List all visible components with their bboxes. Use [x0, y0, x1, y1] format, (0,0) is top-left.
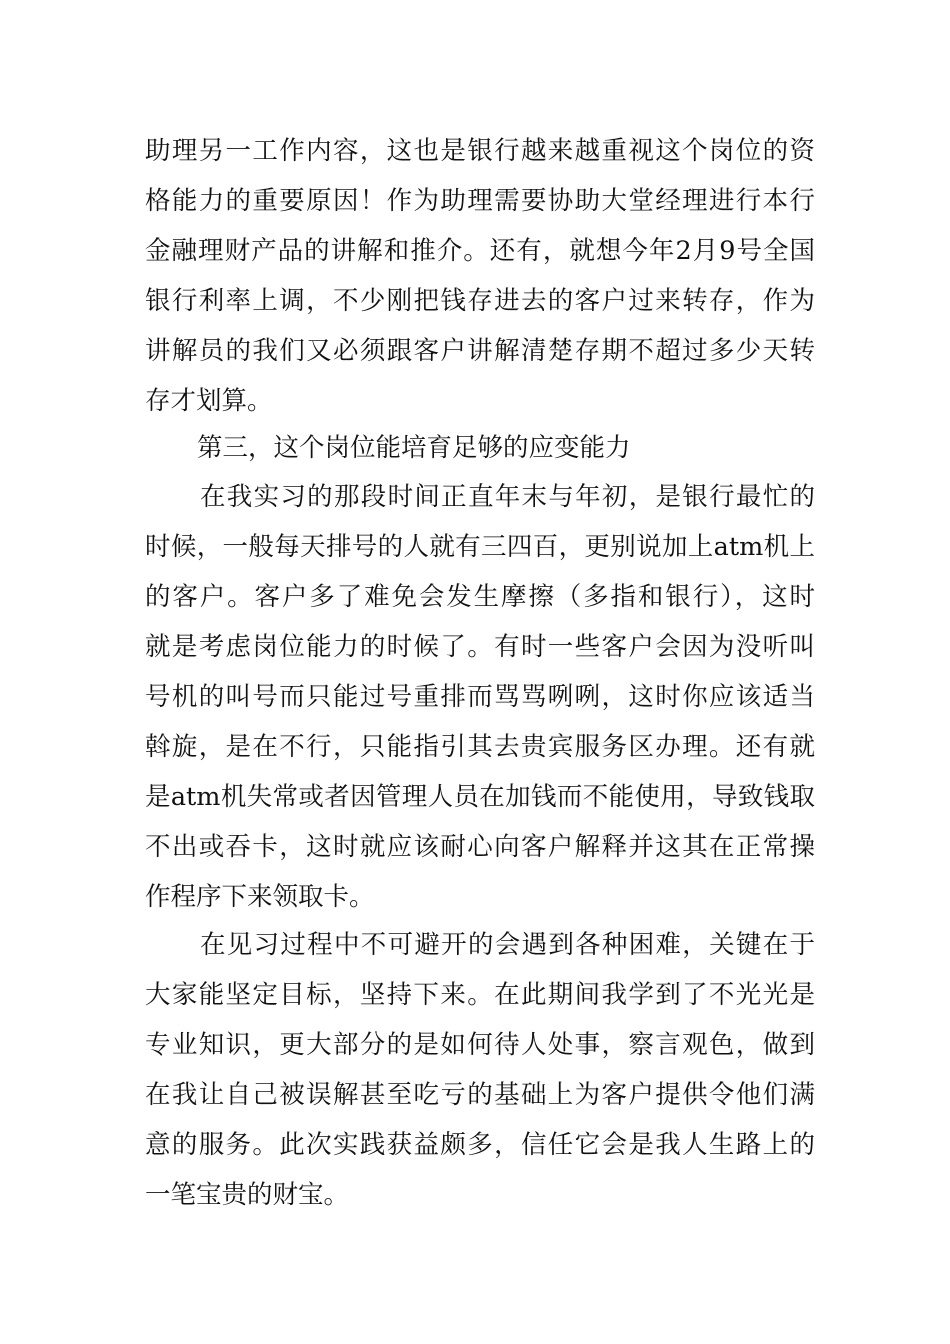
paragraph-1-line-1: 助理另一工作内容，这也是银行越来越重视这个岗位的资 [145, 136, 815, 166]
paragraph-1-line-6: 存才划算。 [145, 386, 273, 416]
paragraph-3-line-2: 大家能坚定目标，坚持下来。在此期间我学到了不光光是 [145, 980, 815, 1010]
paragraph-2-line-2: 时候，一般每天排号的人就有三四百，更别说加上atm机上 [145, 532, 815, 562]
paragraph-2-line-7: 是atm机失常或者因管理人员在加钱而不能使用，导致钱取 [145, 782, 815, 812]
paragraph-3-line-6: 一笔宝贵的财宝。 [145, 1180, 350, 1210]
paragraph-2-line-3: 的客户。客户多了难免会发生摩擦（多指和银行），这时 [145, 582, 815, 612]
paragraph-1-line-2: 格能力的重要原因！作为助理需要协助大堂经理进行本行 [145, 186, 815, 216]
paragraph-3-line-1: 在见习过程中不可避开的会遇到各种困难，关键在于 [200, 930, 815, 960]
paragraph-1-line-5: 讲解员的我们又必须跟客户讲解清楚存期不超过多少天转 [145, 336, 815, 366]
paragraph-3-line-5: 意的服务。此次实践获益颇多，信任它会是我人生路上的 [145, 1130, 815, 1160]
paragraph-2-line-6: 斡旋，是在不行，只能指引其去贵宾服务区办理。还有就 [145, 732, 815, 762]
paragraph-1-line-3: 金融理财产品的讲解和推介。还有，就想今年2月9号全国 [145, 236, 815, 266]
paragraph-3-line-3: 专业知识，更大部分的是如何待人处事，察言观色，做到 [145, 1030, 815, 1060]
paragraph-2-line-9: 作程序下来领取卡。 [145, 882, 375, 912]
paragraph-2-line-4: 就是考虑岗位能力的时候了。有时一些客户会因为没听叫 [145, 632, 815, 662]
paragraph-2-line-5: 号机的叫号而只能过号重排而骂骂咧咧，这时你应该适当 [145, 682, 815, 712]
paragraph-1-line-4: 银行利率上调，不少刚把钱存进去的客户过来转存，作为 [145, 286, 815, 316]
paragraph-2-line-8: 不出或吞卡，这时就应该耐心向客户解释并这其在正常操 [145, 832, 815, 862]
paragraph-2-line-1: 在我实习的那段时间正直年末与年初，是银行最忙的 [200, 482, 815, 512]
section-heading: 第三，这个岗位能培育足够的应变能力 [197, 433, 631, 463]
paragraph-3-line-4: 在我让自己被误解甚至吃亏的基础上为客户提供令他们满 [145, 1080, 815, 1110]
